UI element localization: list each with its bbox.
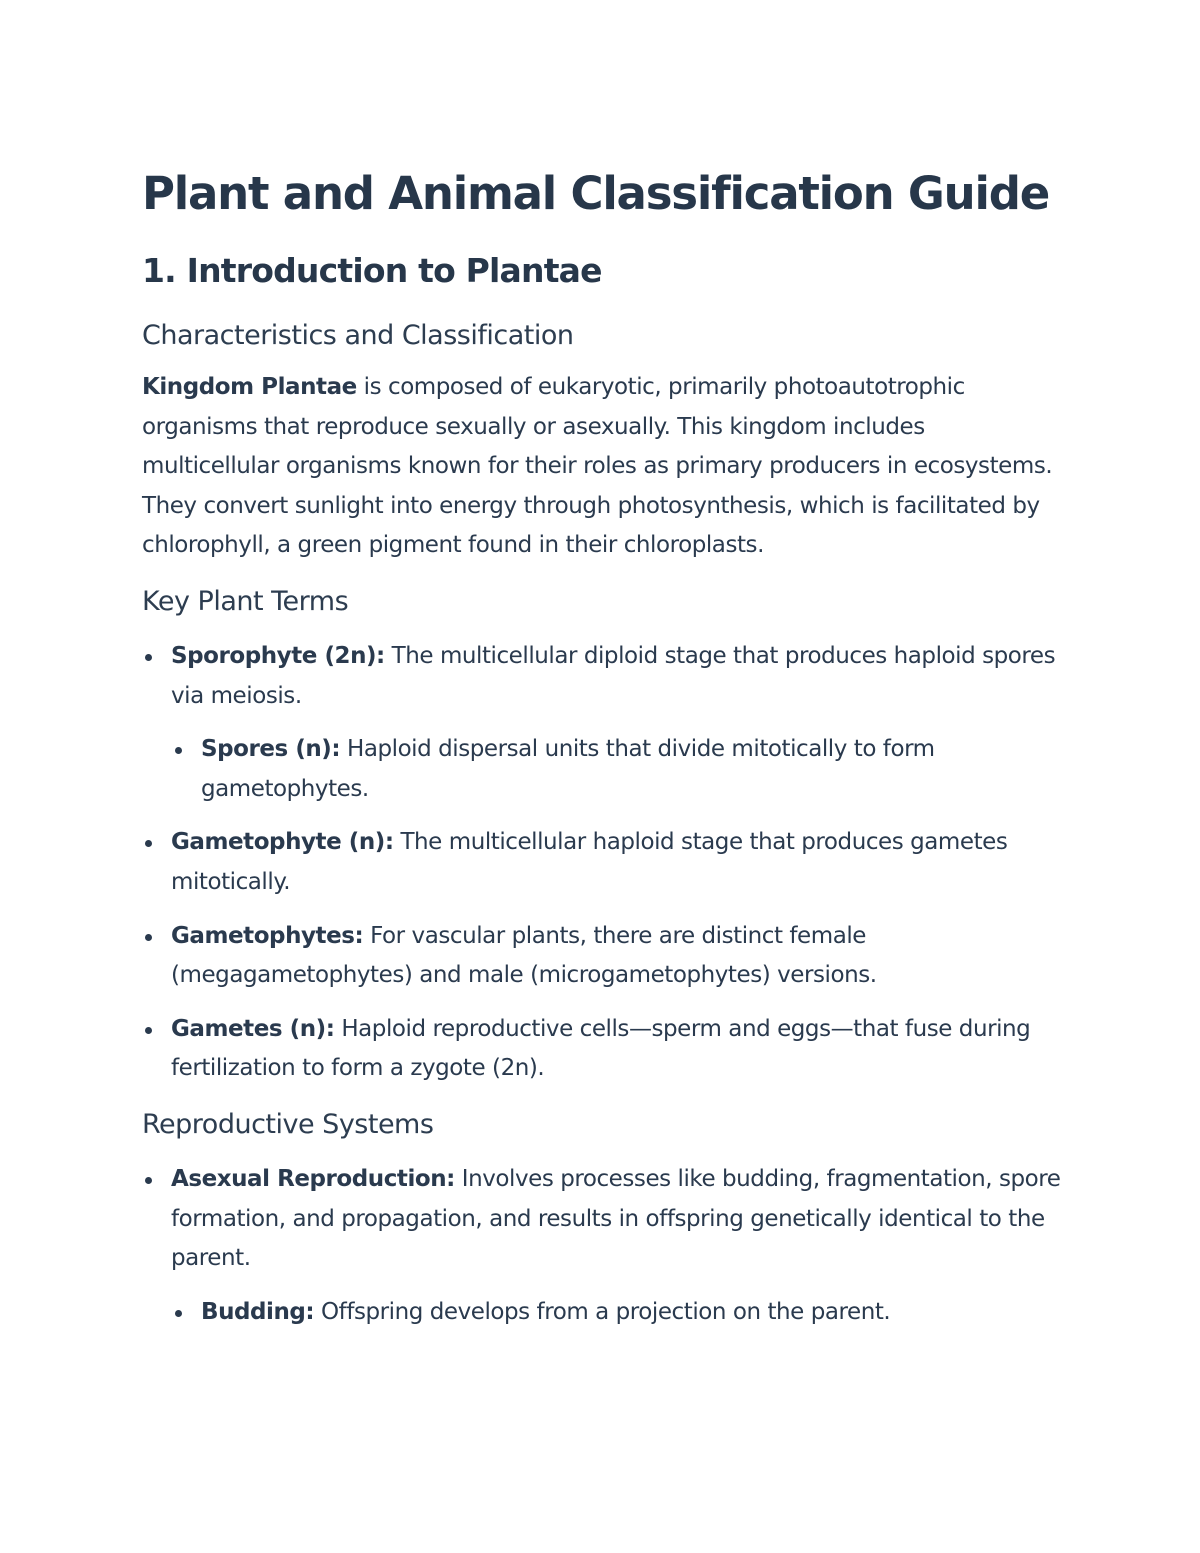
list-item-gametes — [142, 1010, 1062, 1089]
reproductive-list — [142, 1160, 1062, 1332]
term-label: Gametophyte (n): — [171, 829, 394, 856]
section-heading-plantae: 1. Introduction to Plantae — [142, 251, 602, 290]
bullet-dot — [175, 747, 182, 754]
term-label: Budding: — [201, 1298, 315, 1325]
term-label: Gametophytes: — [171, 922, 364, 949]
kingdom-plantae-term: Kingdom Plantae — [142, 374, 357, 400]
term-label: Spores (n): — [201, 736, 341, 763]
characteristics-text: is composed of eukaryotic, primarily photoautotrophic organisms that reproduce sexually or asexually. This kingdom includes multicellular organisms known for their roles as primary producers in ecosystems. They convert sunlight into energy through photosynthesis, which is facilitated by chlorophyll, a green pigment found in their chloroplasts. — [142, 374, 1053, 559]
term-definition: Involves processes like budding, fragmentation, spore formation, and propagation, and results in offspring genetically identical to the parent. — [171, 1165, 1061, 1272]
list-item-spores — [142, 730, 1062, 809]
term-definition: For vascular plants, there are distinct female (megagametophytes) and male (microgametophytes) versions. — [171, 922, 877, 989]
term-definition: Haploid reproductive cells—sperm and eggs—that fuse during fertilization to form a zygote (2n). — [171, 1015, 1031, 1082]
key-terms-list — [142, 637, 1062, 1089]
list-item-asexual-reproduction — [142, 1160, 1062, 1279]
bullet-dot — [145, 934, 152, 941]
list-item-sporophyte — [142, 637, 1062, 716]
term-label: Sporophyte (2n): — [171, 642, 385, 669]
subheading-reproductive-systems: Reproductive Systems — [142, 1108, 434, 1140]
term-definition: The multicellular diploid stage that produces haploid spores via meiosis. — [171, 642, 1056, 709]
list-item-gametophyte — [142, 823, 1062, 902]
characteristics-paragraph — [142, 368, 1062, 566]
term-definition: Haploid dispersal units that divide mitotically to form gametophytes. — [201, 736, 935, 802]
bullet-dot — [145, 1027, 152, 1034]
bullet-dot — [175, 1310, 182, 1317]
bullet-dot — [145, 654, 152, 661]
term-definition: Offspring develops from a projection on the parent. — [314, 1298, 891, 1325]
term-label: Asexual Reproduction: — [171, 1165, 455, 1192]
term-label: Gametes (n): — [171, 1015, 335, 1042]
document-title: Plant and Animal Classification Guide — [142, 167, 1050, 220]
subheading-characteristics: Characteristics and Classification — [142, 320, 574, 351]
bullet-dot — [145, 1177, 152, 1184]
list-item-budding — [142, 1293, 1062, 1333]
subheading-key-plant-terms: Key Plant Terms — [142, 585, 349, 617]
bullet-dot — [145, 840, 152, 847]
term-definition: The multicellular haploid stage that produces gametes mitotically. — [171, 829, 1008, 895]
document-page — [142, 162, 1062, 1332]
list-item-gametophytes — [142, 917, 1062, 996]
